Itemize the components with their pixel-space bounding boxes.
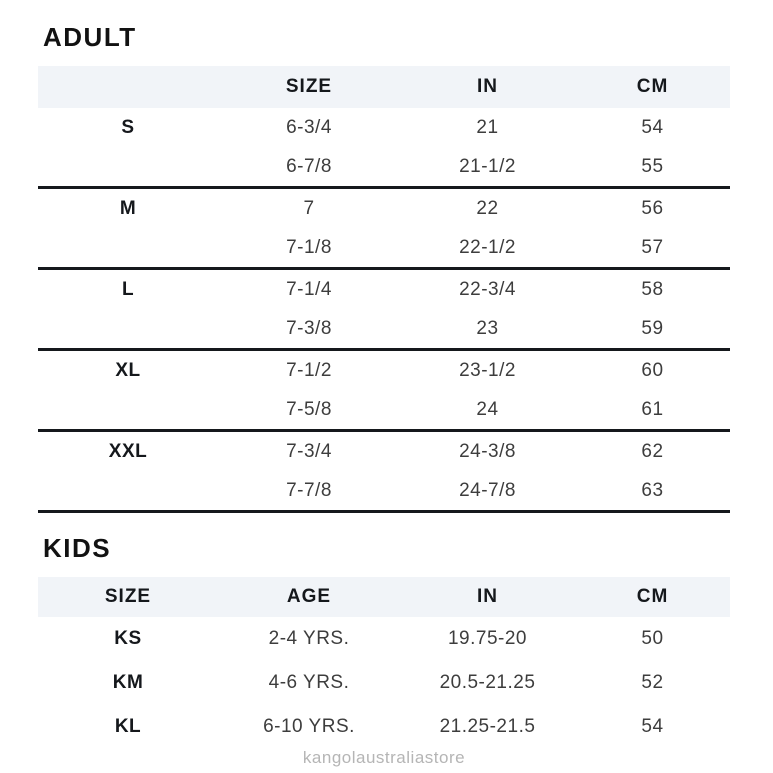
kids-column-header-age: AGE [286,586,332,607]
kids-heading: KIDS [43,533,112,563]
table-cell-size: 7 [303,197,315,219]
kids-size-table [38,577,730,749]
table-cell-cm: 61 [641,398,664,420]
table-cell-size: 6-7/8 [286,155,332,177]
table-cell-in: 20.5-21.25 [439,672,536,693]
table-row [38,432,730,471]
table-row [38,471,730,510]
store-watermark: kangolaustraliastore [302,748,466,767]
table-cell-in: 22-3/4 [459,278,516,300]
adult-column-header-in: IN [477,76,498,97]
table-cell-size: 7-5/8 [286,398,332,420]
table-cell-cm: 55 [641,155,664,177]
table-row-ks [38,617,730,661]
adult-size-table [38,66,730,513]
table-row [38,147,730,186]
size-group-label: XXL [108,440,148,462]
table-cell-cm: 52 [641,672,664,693]
kids-column-header-in: IN [477,586,498,607]
size-group-label: L [121,278,135,300]
adult-table-header-row [38,66,730,108]
table-cell-cm: 60 [641,359,664,381]
table-cell-in: 22 [476,197,499,219]
table-row [38,228,730,267]
table-cell-age: 4-6 YRS. [268,672,350,693]
table-row-km [38,661,730,705]
table-cell-size: 7-3/8 [286,317,332,339]
size-group-label: S [121,116,135,138]
adult-column-header-size: SIZE [285,76,333,97]
table-row [38,189,730,228]
table-cell-in: 24-7/8 [459,479,516,501]
size-group-label: M [119,197,137,219]
table-cell-in: 24 [476,398,499,420]
size-group-xxl [38,432,730,513]
table-row [38,108,730,147]
table-cell-size: 7-1/4 [286,278,332,300]
kids-size-label: KM [112,672,144,693]
table-row [38,351,730,390]
table-cell-cm: 54 [641,116,664,138]
table-cell-in: 21.25-21.5 [439,716,536,737]
size-group-label: XL [115,359,141,381]
table-cell-cm: 59 [641,317,664,339]
table-cell-cm: 58 [641,278,664,300]
kids-column-header-size: SIZE [104,586,152,607]
size-group-m [38,189,730,270]
table-cell-cm: 63 [641,479,664,501]
table-row [38,270,730,309]
kids-column-header-cm: CM [636,586,669,607]
table-row [38,309,730,348]
adult-section [38,22,773,513]
table-cell-size: 7-1/8 [286,236,332,258]
table-cell-in: 24-3/8 [459,440,516,462]
table-cell-age: 2-4 YRS. [268,628,350,649]
adult-heading: ADULT [43,22,137,52]
kids-table-header-row [38,577,730,617]
table-cell-in: 23-1/2 [459,359,516,381]
size-group-s [38,108,730,189]
table-cell-cm: 57 [641,236,664,258]
table-row [38,390,730,429]
table-cell-in: 19.75-20 [447,628,527,649]
table-cell-age: 6-10 YRS. [263,716,355,737]
size-group-xl [38,351,730,432]
kids-size-label: KL [114,716,142,737]
table-cell-size: 7-7/8 [286,479,332,501]
table-cell-cm: 62 [641,440,664,462]
kids-size-label: KS [114,628,142,649]
table-cell-size: 6-3/4 [286,116,332,138]
kids-section [38,533,773,749]
table-cell-in: 21 [476,116,499,138]
table-cell-size: 7-3/4 [286,440,332,462]
table-cell-cm: 54 [641,716,664,737]
adult-column-header-cm: CM [636,76,669,97]
table-cell-in: 22-1/2 [459,236,516,258]
table-cell-in: 23 [476,317,499,339]
table-cell-cm: 50 [641,628,664,649]
table-cell-cm: 56 [641,197,664,219]
size-group-l [38,270,730,351]
table-cell-in: 21-1/2 [459,155,516,177]
table-cell-size: 7-1/2 [286,359,332,381]
table-row-kl [38,705,730,749]
